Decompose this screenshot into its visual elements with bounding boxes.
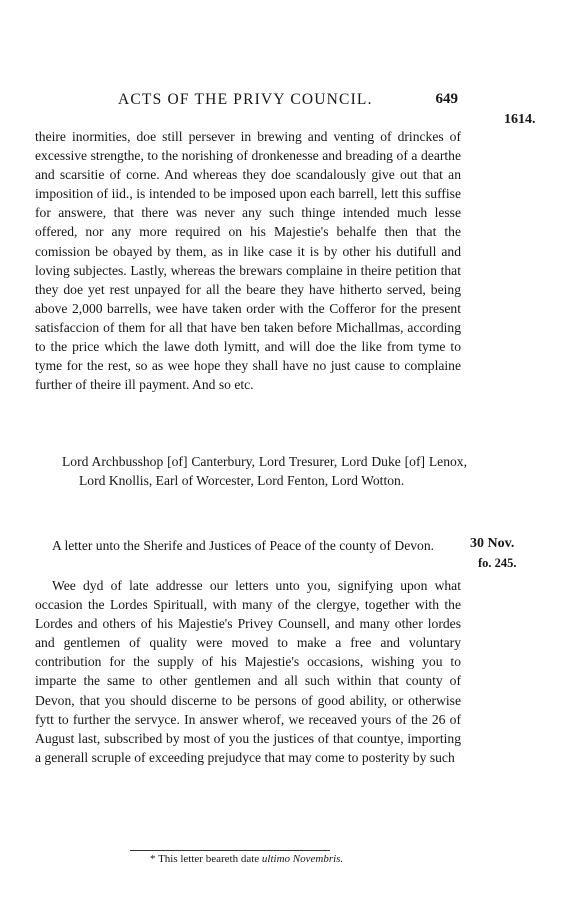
margin-date: 30 Nov. [470, 536, 515, 551]
paragraph-continuation: theire inormities, doe still persever in brewing and venting of drinckes of excessive strengthe, to the norishing of dronkenesse and breading of a dearthe and scarsitie of corne. And whereas they doe scandalously give out that an imposition of iid., is intended to be imposed upon each barrell, lett this suffise for answere, that there was never any such thinge intended much lesse offered, nor any more required on his Majestie's behalfe then that the comission be obayed by them, as in like case it is by other his dutifull and loving subjectes. Lastly, whereas the brewars complaine in theire petition that they doe yet rest unpayed for all the beare they have hitherto served, being above 2,000 barrells, wee have taken order with the Cofferor for the present satisfaccion of them for all that have ben taken before Michallmas, according to the price which the lawe doth lymitt, and will doe the like from tyme to tyme for the rest, so as wee hope they shall have no just cause to complaine further of theire ill payment. And so etc. [35, 129, 461, 393]
margin-folio: fo. 245. [478, 556, 517, 570]
page-number: 649 [435, 91, 458, 107]
footnote-text: This letter beareth date [158, 853, 260, 865]
margin-year: 1614. [504, 112, 536, 127]
running-title: ACTS OF THE PRIVY COUNCIL. [118, 91, 373, 108]
footnote [150, 853, 343, 865]
footnote-rule [130, 850, 330, 851]
footnote-marker: * [150, 853, 156, 865]
footnote-italic: ultimo Novembris. [261, 853, 344, 865]
letter-body: Wee dyd of late addresse our letters unto you, signifying upon what occasion the Lordes Spirituall, with many of the clergye, together with the Lordes and others of his Majestie's Privey Counsell, and many other lordes and gentlemen of quality were moved to make a free and voluntary contribution for the supply of his Majestie's occasions, wishing you to imparte the same to other gentlemen and all such within that county of Devon, that you should discerne to be persons of good ability, or otherwise fytt to further the servyce. In answer wherof, we receaved yours of the 26 of August last, subscribed by most of you the justices of that countye, importing a generall scruple of exceeding prejudyce that may come to posterity by such [35, 578, 461, 765]
running-header [118, 91, 458, 113]
letter-heading: A letter unto the Sherife and Justices of Peace of the county of Devon. [52, 538, 435, 553]
signatories-list: Lord Archbusshop [of] Canterbury, Lord Tresurer, Lord Duke [of] Lenox, Lord Knollis, Earl of Worcester, Lord Fenton, Lord Wotton. [62, 454, 467, 489]
